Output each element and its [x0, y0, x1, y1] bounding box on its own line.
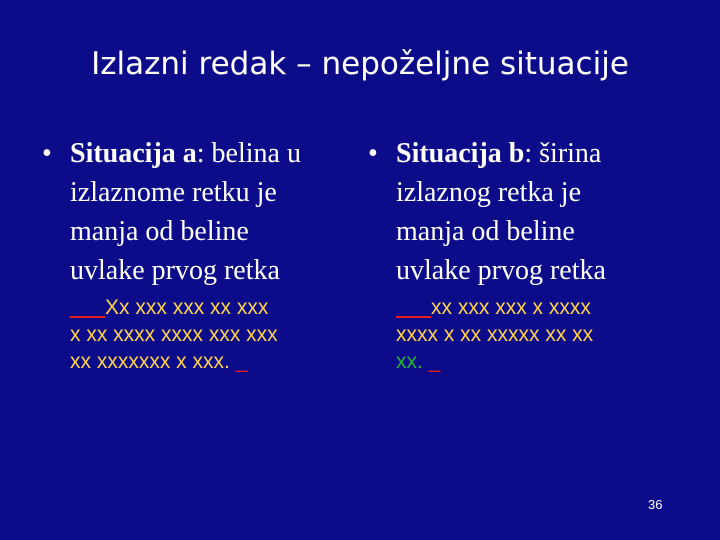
situation-b-label: Situacija b — [396, 138, 525, 169]
situation-a-colon-text: : belina u — [196, 138, 301, 169]
page-number: 36 — [648, 497, 663, 512]
example-line: Xx xxx xxx xx xxx — [105, 296, 269, 319]
cursor-marker: _ — [235, 350, 248, 373]
situation-b-line: izlaznog retka je — [396, 177, 582, 208]
example-line: xx xxxxxxx x xxx. — [70, 350, 230, 373]
example-line: xx xxx xxx x xxxx — [431, 296, 591, 319]
situation-a-line: manja od beline — [70, 216, 249, 247]
situation-b-example — [396, 294, 668, 375]
situation-b-bullet — [368, 134, 668, 173]
situation-a-line: uvlake prvog retka — [70, 255, 280, 286]
indent-marker: ___ — [70, 296, 106, 319]
example-line: x xx xxxx xxxx xxx xxx — [70, 323, 278, 346]
situation-a-line: izlaznome retku je — [70, 177, 277, 208]
situation-b-line: uvlake prvog retka — [396, 255, 606, 286]
indent-marker: ___ — [396, 296, 432, 319]
bullet-dot: • — [368, 138, 378, 169]
situation-a-label: Situacija a — [70, 138, 197, 169]
situation-a-column — [42, 134, 342, 375]
situation-b-column — [368, 134, 668, 375]
cursor-marker: _ — [428, 350, 441, 373]
example-line-highlight: xx. — [396, 350, 423, 373]
situation-a-bullet — [42, 134, 342, 173]
example-line: xxxx x xx xxxxx xx xx — [396, 323, 594, 346]
slide-title: Izlazni redak – nepoželjne situacije — [91, 46, 629, 82]
bullet-dot: • — [42, 138, 52, 169]
situation-b-colon-text: : širina — [524, 138, 602, 169]
situation-b-line: manja od beline — [396, 216, 575, 247]
situation-a-example — [70, 294, 342, 375]
